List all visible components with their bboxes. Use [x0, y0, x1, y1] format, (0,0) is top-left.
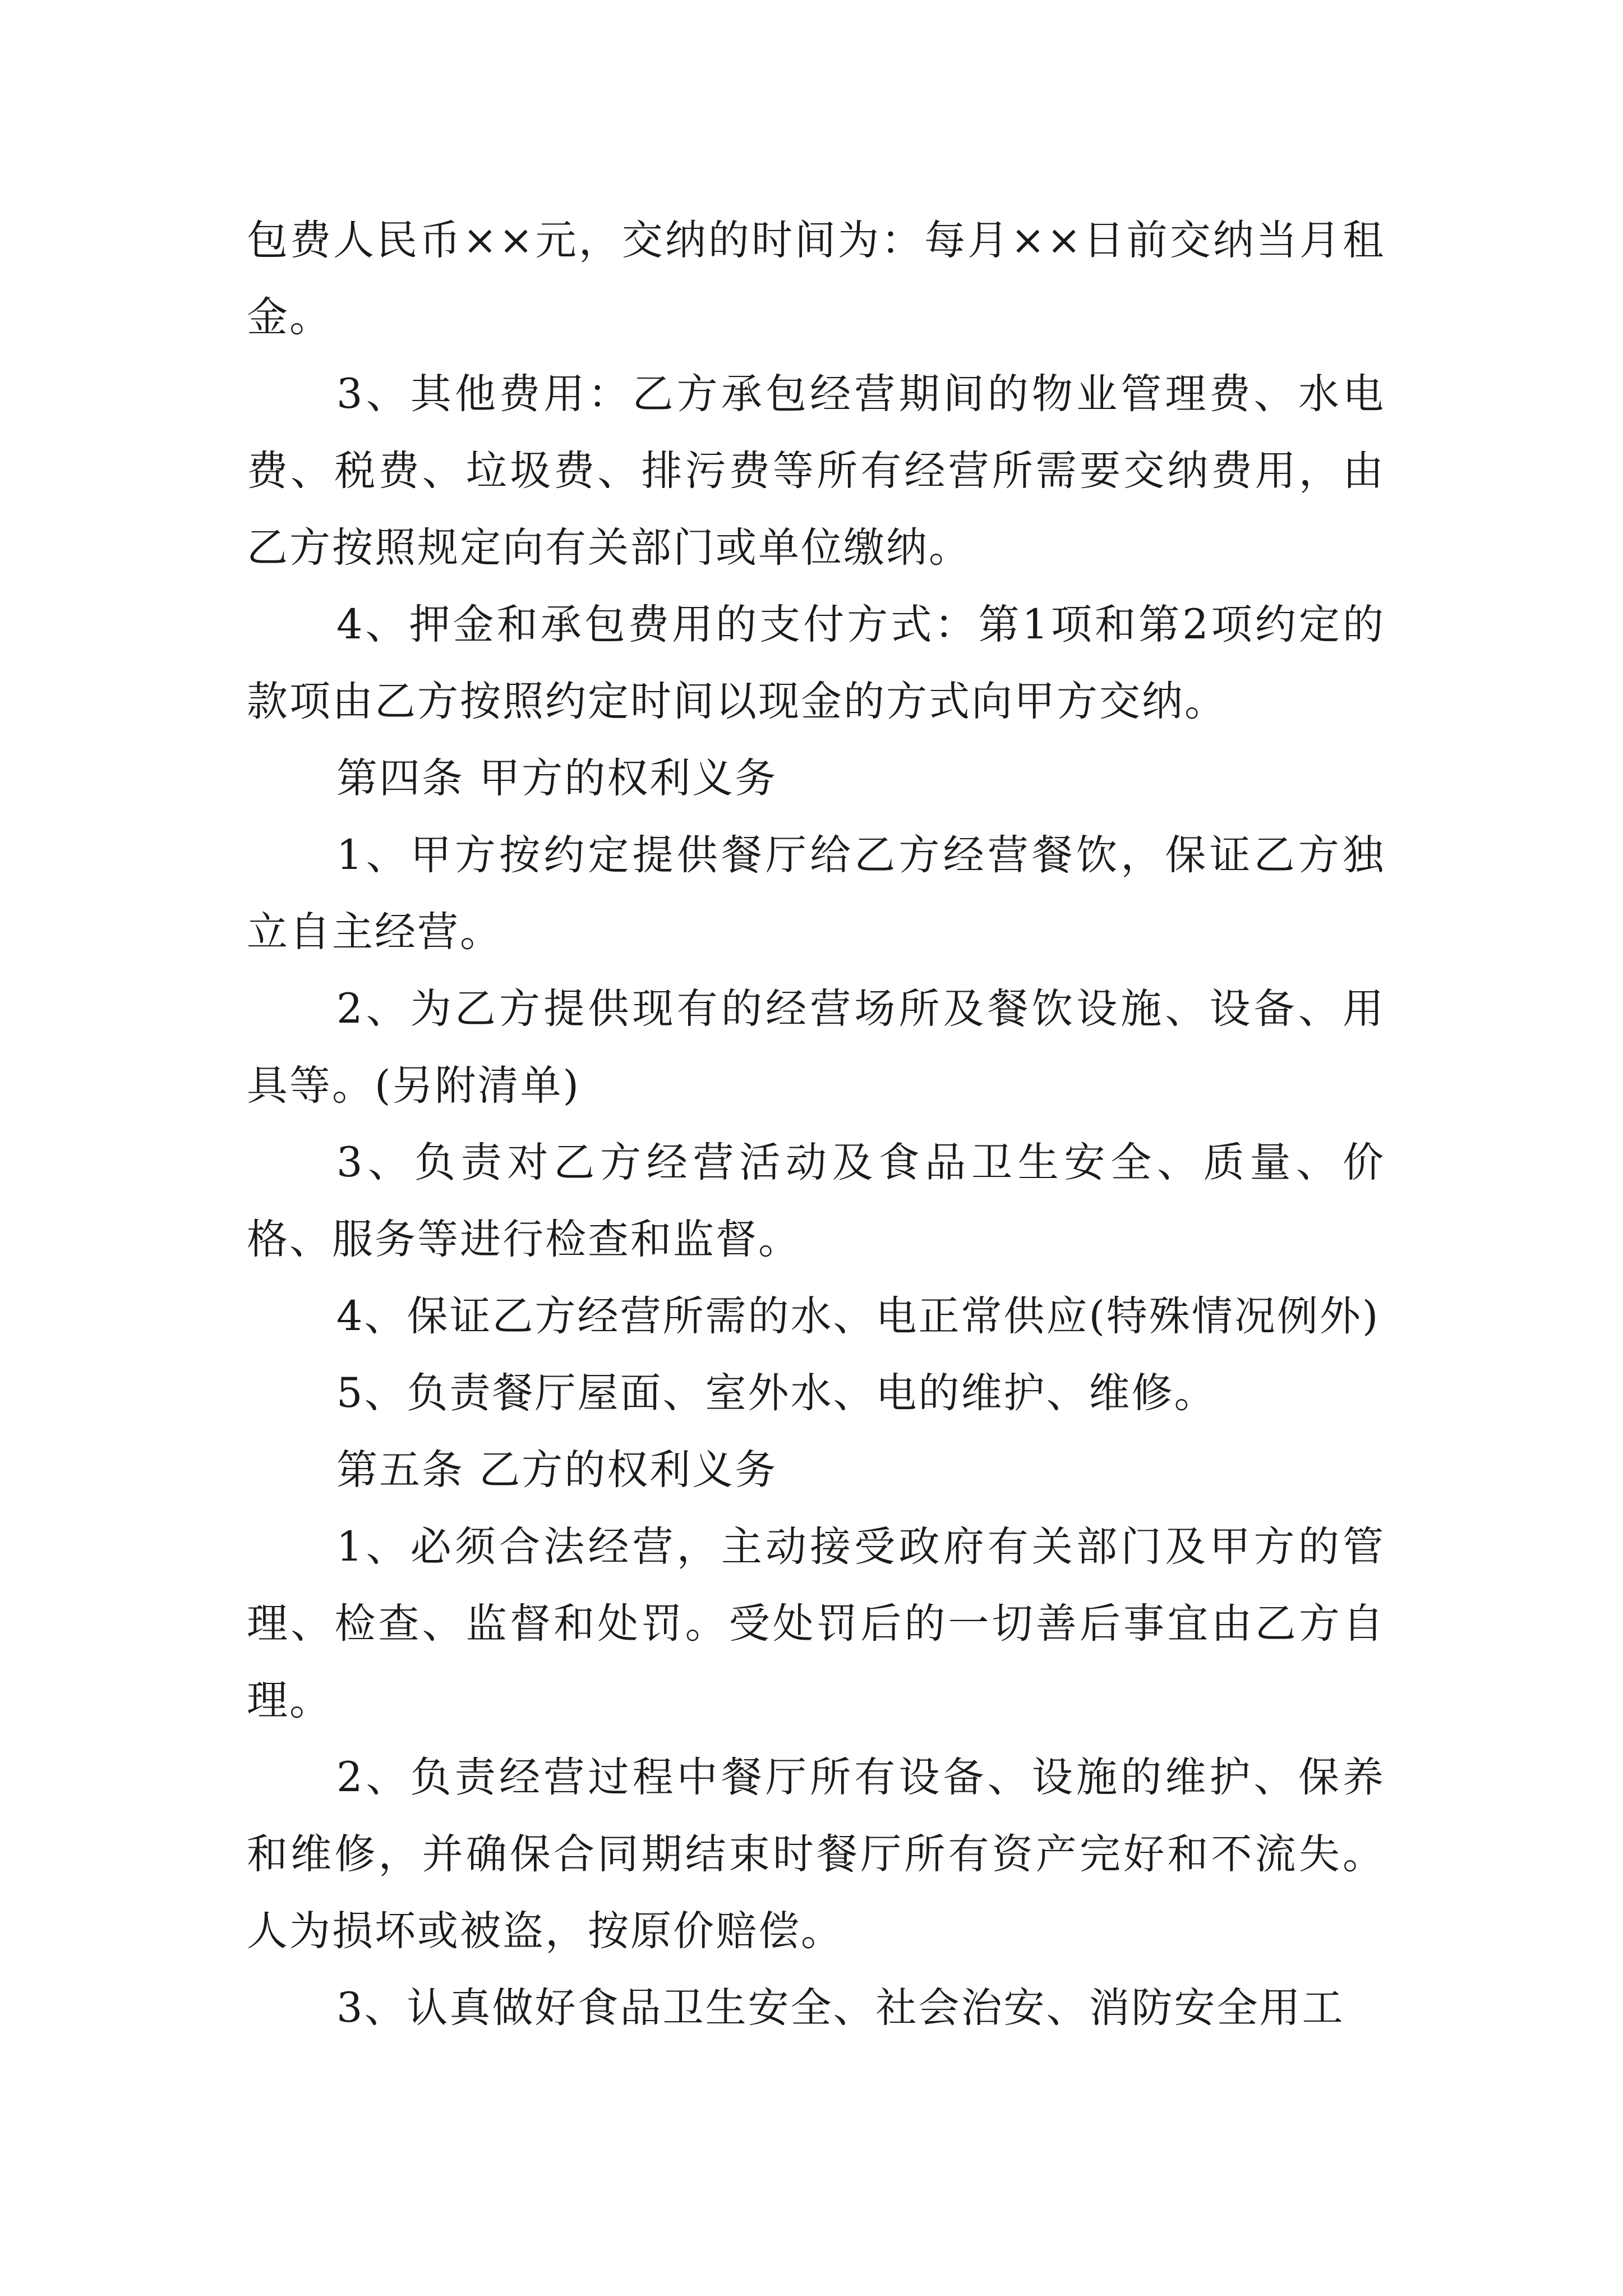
document-body: [247, 202, 1385, 2046]
paragraph-party-a-item-5: 5、负责餐厅屋面、室外水、电的维护、维修。: [336, 1369, 1217, 1417]
section-heading-article-5: 第五条 乙方的权利义务: [336, 1446, 778, 1494]
paragraph-party-a-item-1: 1、甲方按约定提供餐厅给乙方经营餐饮，保证乙方独立自主经营。: [247, 831, 1385, 956]
paragraph-payment-method: 4、押金和承包费用的支付方式：第1项和第2项约定的款项由乙方按照约定时间以现金的方式向甲方交纳。: [247, 601, 1385, 725]
section-heading-article-4: 第四条 甲方的权利义务: [336, 754, 778, 802]
paragraph-party-b-item-2: 2、负责经营过程中餐厅所有设备、设施的维护、保养和维修，并确保合同期结束时餐厅所有资产完好和不流失。人为损坏或被盗，按原价赔偿。: [247, 1754, 1385, 1955]
paragraph-party-b-item-3: 3、认真做好食品卫生安全、社会治安、消防安全用工: [336, 1984, 1345, 2032]
paragraph-party-a-item-3: 3、负责对乙方经营活动及食品卫生安全、质量、价格、服务等进行检查和监督。: [247, 1139, 1385, 1263]
paragraph-other-fees: 3、其他费用：乙方承包经营期间的物业管理费、水电费、税费、垃圾费、排污费等所有经营所需要交纳费用，由乙方按照规定向有关部门或单位缴纳。: [247, 370, 1385, 572]
paragraph-party-a-item-2: 2、为乙方提供现有的经营场所及餐饮设施、设备、用具等。(另附清单): [247, 985, 1385, 1110]
paragraph-party-a-item-4: 4、保证乙方经营所需的水、电正常供应(特殊情况例外): [336, 1292, 1380, 1340]
paragraph-rent-payment: 包费人民币××元，交纳的时间为：每月××日前交纳当月租金。: [247, 217, 1385, 341]
paragraph-party-b-item-1: 1、必须合法经营，主动接受政府有关部门及甲方的管理、检查、监督和处罚。受处罚后的一切善后事宜由乙方自理。: [247, 1523, 1385, 1724]
